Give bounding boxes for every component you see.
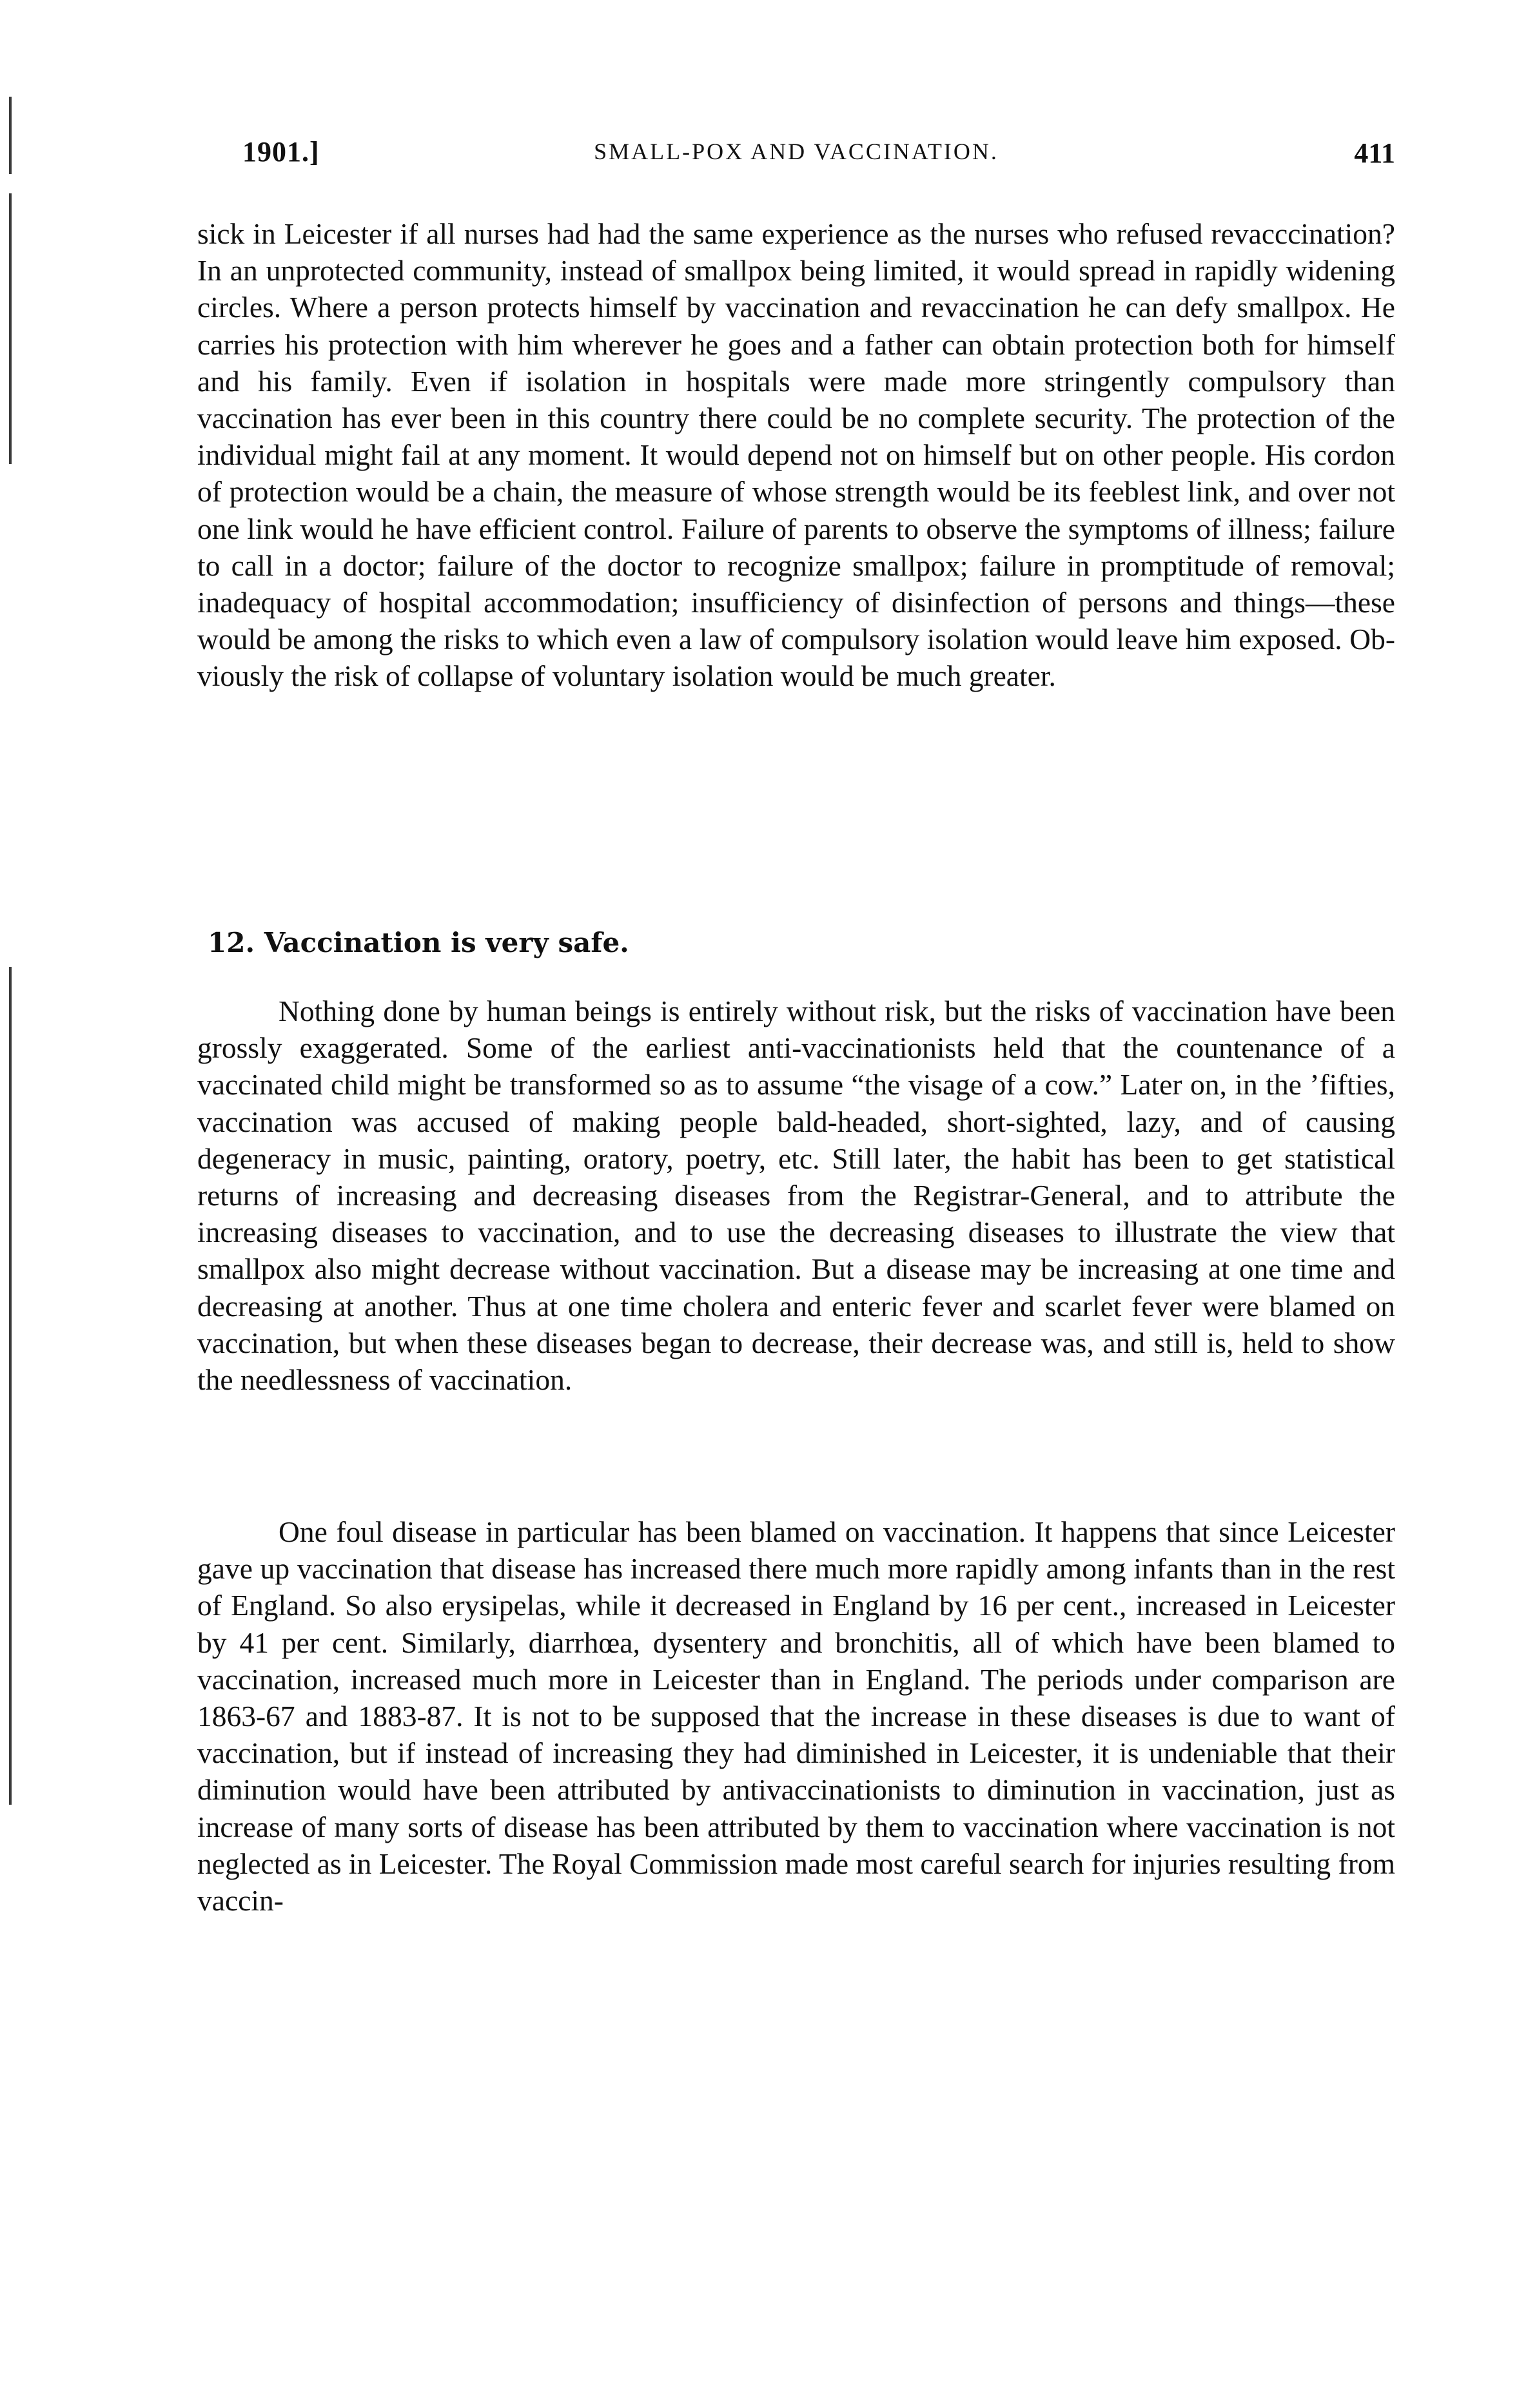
running-head-year: 1901.] (242, 136, 320, 168)
running-head-title: SMALL-POX AND VACCINATION. (594, 139, 999, 164)
running-head (197, 135, 1395, 180)
scan-edge-mark-lower (9, 967, 12, 1805)
paragraph-foul-disease: One foul disease in particular has been blamed on vaccination. It happens that since Leicester gave up vaccination that disease has increased there much more rapidly among infants than in the rest of England. So also erysipelas, while it decreased in England by 16 per cent., increased in Leicester by 41 per cent. Similarly, diarrhœa, dysentery and bronchitis, all of which have been blamed to vaccination, increased much more in Leicester than in England. The periods under comparison are 1863-67 and 1883-87. It is not to be supposed that the increase in these diseases is due to want of vaccination, but if instead of increasing they had diminished in Leicester, it is undeniable that their diminution would have been attributed by antivaccinationists to diminution in vaccination, just as increase of many sorts of disease has been attributed by them to vaccination where vaccination is not neglected as in Leicester. The Royal Commission made most careful search for injuries resulting from vaccin- (197, 1515, 1395, 1918)
paragraph-vaccination-risks: Nothing done by human beings is entirely without risk, but the risks of vaccination have been grossly exaggerated. Some of the earliest anti-vaccinationists held that the countenance of a vaccinated child might be transformed so as to assume “the visage of a cow.” Later on, in the ’fifties, vaccination was accused of making people bald-headed, short-sighted, lazy, and of causing degeneracy in music, painting, oratory, poetry, etc. Still later, the habit has been to get statistical returns of increasing and decreasing diseases from the Registrar-General, and to attribute the increasing diseases to vaccination, and to use the decreasing diseases to illustrate the view that smallpox also might decrease without vaccination. But a disease may be increasing at one time and decreasing at another. Thus at one time cholera and enteric fever and scarlet fever were blamed on vaccination, but when these diseases began to decrease, their decrease was, and still is, held to show the needlessness of vaccination. (197, 995, 1395, 1397)
paragraph-continued: sick in Leicester if all nurses had had the same experience as the nurses who refused revacccination? In an unprotected community, instead of smallpox being limited, it would spread in rapidly widening circles. Where a person protects himself by vaccination and revaccination he can defy smallpox. He carries his protection with him wherever he goes and a father can obtain protection both for himself and his family. Even if isolation in hospitals were made more stringently compulsory than vaccination has ever been in this country there could be no complete security. The protection of the individual might fail at any moment. It would depend not on himself but on other people. His cordon of protection would be a chain, the measure of whose strength would be its feeblest link, and over not one link would he have efficient control. Failure of parents to observe the symptoms of illness; failure to call in a doctor; failure of the doctor to recognize smallpox; failure in promptitude of removal; inadequacy of hospital accommodation; insufficiency of disinfection of persons and things—these would be among the risks to which even a law of compulsory isolation would leave him exposed. Obviously the risk of collapse of voluntary isolation would be much greater. (197, 217, 1395, 693)
page-number: 411 (1354, 137, 1395, 169)
section-heading: 12. Vaccination is very safe. (208, 927, 629, 958)
scan-edge-mark-middle (9, 193, 12, 464)
scan-edge-mark-upper (9, 97, 12, 174)
